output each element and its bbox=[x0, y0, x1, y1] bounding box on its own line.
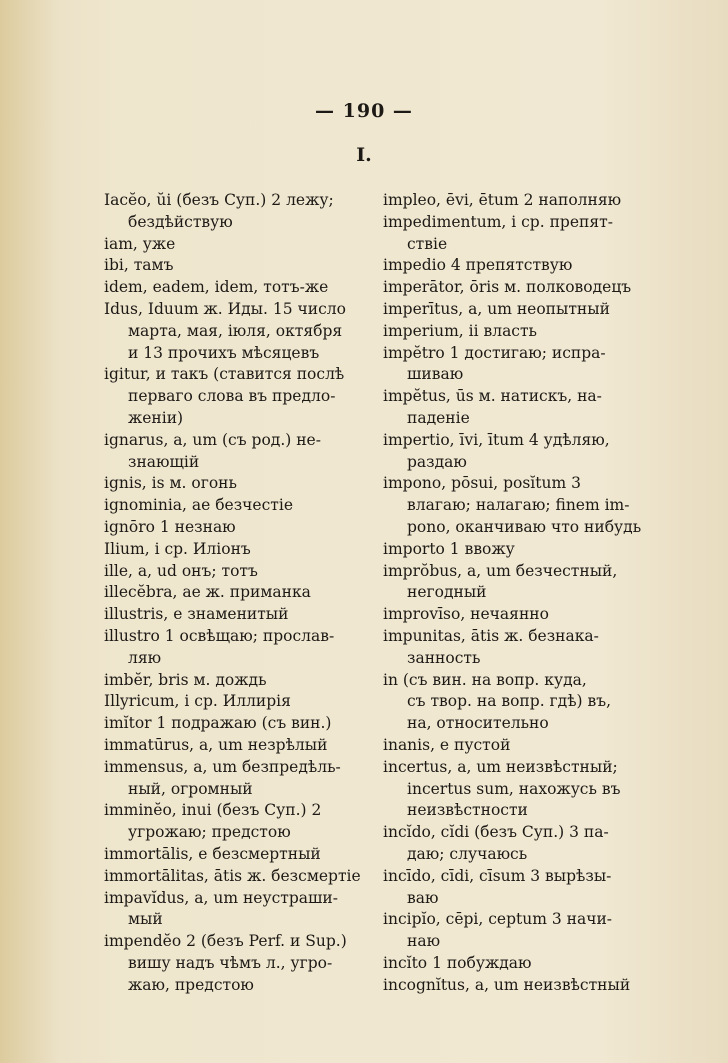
entry-headline: inanis, e пустой bbox=[383, 735, 511, 754]
entry-headline: impedimentum, i ср. препят- bbox=[383, 212, 613, 231]
dictionary-entry bbox=[383, 299, 659, 321]
entry-continuation: вишу надъ чѣмъ л., угро- bbox=[128, 953, 333, 972]
left-column bbox=[104, 190, 374, 996]
entry-headline: impĕtus, ūs м. натискъ, на- bbox=[383, 387, 602, 406]
entry-headline: imĭtor 1 подражаю (съ вин.) bbox=[104, 714, 332, 733]
dictionary-entry bbox=[104, 713, 374, 735]
entry-headline: immortālitas, ātis ж. безсмертіе bbox=[104, 866, 361, 885]
entry-headline: impedio 4 препятствую bbox=[383, 256, 573, 275]
dictionary-entry bbox=[104, 255, 374, 277]
entry-headline: impleo, ēvi, ētum 2 наполняю bbox=[383, 191, 622, 209]
entry-continuation: перваго слова въ предло- bbox=[128, 387, 336, 406]
entry-headline: Idus, Iduum ж. Иды. 15 число bbox=[104, 299, 346, 318]
entry-headline: ignōro 1 незнаю bbox=[104, 517, 236, 536]
entry-headline: imprŏbus, a, um безчестный, bbox=[383, 561, 618, 580]
entry-headline: immensus, a, um безпредѣль- bbox=[104, 757, 341, 776]
entry-headline: illustro 1 освѣщаю; прослав- bbox=[104, 626, 335, 645]
entry-headline: incĭdo, cĭdi (безъ Суп.) 3 па- bbox=[383, 823, 609, 842]
entry-headline: incīdo, cīdi, cīsum 3 вырѣзы- bbox=[383, 866, 612, 885]
entry-headline: illustris, e знаменитый bbox=[104, 605, 289, 624]
dictionary-entry bbox=[104, 691, 374, 713]
dictionary-entry bbox=[104, 561, 374, 583]
entry-headline: ignis, is м. огонь bbox=[104, 474, 237, 493]
letter-heading: I. bbox=[356, 144, 372, 166]
entry-continuation: ляю bbox=[128, 648, 162, 667]
dictionary-entry bbox=[104, 517, 374, 539]
entry-headline: Illyricum, i ср. Иллирія bbox=[104, 692, 291, 711]
dictionary-entry bbox=[383, 953, 659, 975]
entry-continuation: ный, огромный bbox=[128, 779, 253, 798]
dictionary-entry bbox=[104, 931, 374, 996]
dictionary-entry bbox=[104, 670, 374, 692]
dictionary-entry bbox=[104, 888, 374, 932]
entry-continuation: женіи) bbox=[128, 408, 184, 427]
entry-headline: imperītus, a, um неопытный bbox=[383, 299, 610, 318]
entry-continuation: ваю bbox=[407, 888, 439, 907]
entry-headline: idem, eadem, idem, тотъ-же bbox=[104, 278, 329, 297]
entry-headline: incĭto 1 побуждаю bbox=[383, 953, 532, 972]
entry-headline: ignarus, a, um (съ род.) не- bbox=[104, 430, 321, 449]
entry-continuation: даю; случаюсь bbox=[407, 844, 528, 863]
entry-headline: improvīso, нечаянно bbox=[383, 605, 549, 624]
dictionary-entry bbox=[383, 212, 659, 256]
entry-headline: impono, pōsui, posĭtum 3 bbox=[383, 474, 581, 493]
entry-headline: impendĕo 2 (безъ Perf. и Sup.) bbox=[104, 932, 347, 951]
entry-continuation: incertus sum, нахожусь въ bbox=[407, 779, 621, 798]
entry-continuation: угрожаю; предстою bbox=[128, 823, 291, 842]
entry-headline: ille, a, ud онъ; тотъ bbox=[104, 561, 258, 580]
dictionary-entry bbox=[383, 822, 659, 866]
dictionary-entry bbox=[104, 364, 374, 429]
entry-continuation: влагаю; налагаю; finem im- bbox=[407, 496, 630, 515]
dictionary-entry bbox=[104, 604, 374, 626]
entry-continuation: на, относительно bbox=[407, 714, 549, 733]
dictionary-entry bbox=[383, 975, 659, 997]
dictionary-entry bbox=[104, 757, 374, 801]
entry-headline: imminĕo, inui (безъ Суп.) 2 bbox=[104, 801, 322, 820]
dictionary-entry bbox=[383, 343, 659, 387]
entry-headline: illecĕbra, ae ж. приманка bbox=[104, 583, 311, 602]
entry-continuation: неизвѣстности bbox=[407, 801, 528, 820]
entry-headline: Ilium, i ср. Иліонъ bbox=[104, 539, 251, 558]
entry-headline: incipĭo, cēpi, ceptum 3 начи- bbox=[383, 910, 613, 929]
dictionary-entry bbox=[383, 473, 659, 538]
entry-headline: in (съ вин. на вопр. куда, bbox=[383, 670, 587, 689]
entry-headline: incognĭtus, a, um неизвѣстный bbox=[383, 975, 631, 994]
entry-headline: immortālis, e безсмертный bbox=[104, 844, 321, 863]
entry-continuation: раздаю bbox=[407, 452, 467, 471]
entry-continuation: наю bbox=[407, 932, 441, 951]
dictionary-entry bbox=[383, 909, 659, 953]
entry-headline: impunitas, ātis ж. безнака- bbox=[383, 626, 599, 645]
dictionary-entry bbox=[383, 277, 659, 299]
dictionary-entry bbox=[104, 234, 374, 256]
entry-continuation: негодный bbox=[407, 583, 487, 602]
entry-headline: impertio, īvi, ītum 4 удѣляю, bbox=[383, 430, 610, 449]
dictionary-entry bbox=[104, 582, 374, 604]
entry-continuation: занность bbox=[407, 648, 481, 667]
entry-continuation: ствіе bbox=[407, 234, 448, 253]
entry-headline: impavĭdus, a, um неустраши- bbox=[104, 888, 338, 907]
dictionary-entry bbox=[383, 430, 659, 474]
entry-continuation: мый bbox=[128, 910, 163, 929]
entry-continuation: и 13 прочихъ мѣсяцевъ bbox=[128, 343, 320, 362]
entry-headline: imbĕr, bris м. дождь bbox=[104, 670, 267, 689]
entry-continuation: паденіе bbox=[407, 408, 470, 427]
dictionary-entry bbox=[383, 670, 659, 735]
entry-continuation: жаю, предстою bbox=[128, 975, 254, 994]
dictionary-entry bbox=[383, 255, 659, 277]
entry-headline: imperātor, ōris м. полководецъ bbox=[383, 278, 632, 297]
entry-continuation: шиваю bbox=[407, 365, 464, 384]
entry-continuation: марта, мая, іюля, октября bbox=[128, 321, 343, 340]
dictionary-entry bbox=[104, 626, 374, 670]
entry-headline: immatūrus, a, um незрѣлый bbox=[104, 735, 328, 754]
dictionary-entry bbox=[383, 626, 659, 670]
dictionary-entry bbox=[104, 299, 374, 364]
entry-headline: imperium, ii власть bbox=[383, 321, 538, 340]
entry-headline: incertus, a, um неизвѣстный; bbox=[383, 757, 618, 776]
entry-continuation: знающій bbox=[128, 452, 200, 471]
dictionary-entry bbox=[104, 430, 374, 474]
dictionary-entry bbox=[104, 473, 374, 495]
dictionary-entry bbox=[104, 277, 374, 299]
dictionary-entry bbox=[383, 321, 659, 343]
entry-headline: impĕtro 1 достигаю; испра- bbox=[383, 343, 606, 362]
entry-headline: Iacĕo, ŭi (безъ Суп.) 2 лежу; bbox=[104, 191, 334, 209]
dictionary-entry bbox=[104, 844, 374, 866]
dictionary-entry bbox=[383, 386, 659, 430]
dictionary-entry bbox=[104, 800, 374, 844]
dictionary-entry bbox=[383, 190, 659, 212]
page-number: — 190 — bbox=[315, 100, 413, 122]
dictionary-entry bbox=[104, 495, 374, 517]
dictionary-entry bbox=[104, 539, 374, 561]
dictionary-entry bbox=[383, 604, 659, 626]
entry-headline: importo 1 ввожу bbox=[383, 539, 515, 558]
entry-headline: iam, уже bbox=[104, 234, 176, 253]
dictionary-entry bbox=[383, 539, 659, 561]
entry-headline: ibi, тамъ bbox=[104, 256, 174, 275]
entry-headline: ignominia, ae безчестіе bbox=[104, 496, 293, 515]
dictionary-entry bbox=[104, 735, 374, 757]
entry-headline: igitur, и такъ (ставится послѣ bbox=[104, 365, 345, 384]
dictionary-entry bbox=[104, 866, 374, 888]
dictionary-entry bbox=[383, 866, 659, 910]
right-column bbox=[383, 190, 659, 996]
dictionary-entry bbox=[383, 757, 659, 822]
entry-continuation: бездѣйствую bbox=[128, 212, 233, 231]
dictionary-entry bbox=[104, 190, 374, 234]
entry-continuation: pono, оканчиваю что нибудь bbox=[407, 517, 642, 536]
dictionary-entry bbox=[383, 561, 659, 605]
entry-continuation: съ твор. на вопр. гдѣ) въ, bbox=[407, 692, 612, 711]
dictionary-entry bbox=[383, 735, 659, 757]
